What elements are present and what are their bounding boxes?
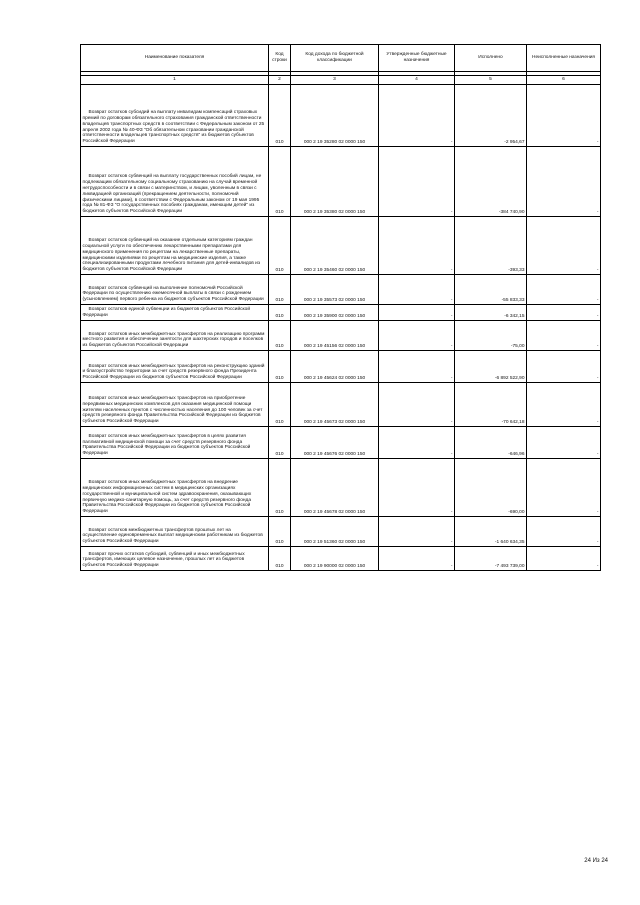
row-name: Возврат остатков иных межбюджетных трансфертов на внедрение медицинских информационных систем в медицинских организациях государственной и муниципальной систем здравоохранения, оказывающих первичную медико-санитарную помощь, за счет средств резервного фонда Правительства Российской Федерации из бюджетов субъектов Российской Федерации bbox=[81, 459, 269, 517]
column-number: 5 bbox=[455, 76, 527, 85]
header-approved: Утвержденные бюджетные назначения bbox=[379, 45, 455, 72]
row-name: Возврат остатков субвенций на выплату государственных пособий лицам, не подлежащим обязательному социальному страхованию на случай временной нетрудоспособности и в связи с материнством, и лицам, уволенным в связи с ликвидацией организаций (прекращением деятельности, полномочий физическими лицами), в соответствии с Федеральным законом от 19 мая 1995 года № 81-ФЗ "О государственных пособиях гражданам, имеющим детей" из бюджетов субъектов Российской Федерации bbox=[81, 147, 269, 217]
table-row bbox=[81, 427, 601, 459]
row-line-code: 010 bbox=[269, 275, 291, 305]
row-executed: -55 833,33 bbox=[455, 275, 527, 305]
row-line-code: 010 bbox=[269, 85, 291, 147]
row-executed: -75,00 bbox=[455, 321, 527, 351]
row-approved: - bbox=[379, 427, 455, 459]
row-income-code: 000 2 19 35573 02 0000 150 bbox=[291, 275, 379, 305]
row-approved: - bbox=[379, 351, 455, 383]
table-row bbox=[81, 147, 601, 217]
page-number: 24 Из 24 bbox=[584, 858, 608, 864]
table-row bbox=[81, 547, 601, 571]
row-income-code: 000 2 19 45156 02 0000 150 bbox=[291, 321, 379, 351]
row-income-code: 000 2 19 35380 02 0000 150 bbox=[291, 147, 379, 217]
row-executed: -2 954,67 bbox=[455, 85, 527, 147]
row-income-code: 000 2 19 35280 02 0000 150 bbox=[291, 85, 379, 147]
header-executed: Исполнено bbox=[455, 45, 527, 72]
row-name: Возврат остатков субвенций на оказание отдельным категориям граждан социальной услуги по обеспечению лекарственными препаратами для медицинского применения по рецептам на лекарственные препараты, медицинскими изделиями по рецептам на медицинские изделия, а также специализированными продуктами лечебного питания для детей-инвалидов из бюджетов субъектов Российской Федерации bbox=[81, 217, 269, 275]
row-income-code: 000 2 19 45673 02 0000 150 bbox=[291, 383, 379, 427]
row-line-code: 010 bbox=[269, 351, 291, 383]
header-line-code: Код строки bbox=[269, 45, 291, 72]
row-approved: - bbox=[379, 547, 455, 571]
row-name: Возврат остатков субсидий на выплату инвалидам компенсаций страховых премий по договорам обязательного страхования гражданской ответственности владельцев транспортных средств в соответствии с Федеральным законом от 25 апреля 2002 года № 40-ФЗ "Об обязательном страховании гражданской ответственности владельцев транспортных средств" из бюджетов субъектов Российской Федерации bbox=[81, 85, 269, 147]
row-name: Возврат остатков иных межбюджетных трансфертов на реализацию программ местного развития и обеспечение занятости для шахтерских городов и поселков из бюджетов субъектов Российской Федерации bbox=[81, 321, 269, 351]
row-executed: -70 642,18 bbox=[455, 383, 527, 427]
row-name: Возврат прочих остатков субсидий, субвенций и иных межбюджетных трансфертов, имеющих целевое назначение, прошлых лет из бюджетов субъектов Российской Федерации bbox=[81, 547, 269, 571]
table-row bbox=[81, 459, 601, 517]
header-name: Наименование показателя bbox=[81, 45, 269, 72]
table-row bbox=[81, 275, 601, 305]
table-row bbox=[81, 85, 601, 147]
header-income-code: Код дохода по бюджетной классификации bbox=[291, 45, 379, 72]
row-approved: - bbox=[379, 85, 455, 147]
header-unexecuted: Неисполненные назначения bbox=[527, 45, 601, 72]
row-executed: -690,00 bbox=[455, 459, 527, 517]
row-executed: -7 493 739,00 bbox=[455, 547, 527, 571]
table-row bbox=[81, 383, 601, 427]
row-name: Возврат остатков иных межбюджетных трансфертов на реконструкцию зданий и благоустройство территории за счет средств резервного фонда Президента Российской Федерации из бюджетов субъектов Российской Федерации bbox=[81, 351, 269, 383]
row-unexecuted: - bbox=[527, 85, 601, 147]
row-approved: - bbox=[379, 147, 455, 217]
row-name: Возврат остатков единой субвенции из бюджетов субъектов Российской Федерации bbox=[81, 305, 269, 321]
column-number: 2 bbox=[269, 76, 291, 85]
row-line-code: 010 bbox=[269, 217, 291, 275]
row-income-code: 000 2 19 35900 02 0000 150 bbox=[291, 305, 379, 321]
column-number: 1 bbox=[81, 76, 269, 85]
row-name: Возврат остатков иных межбюджетных трансфертов на приобретение передвижных медицинских комплексов для оказания медицинской помощи жителям населенных пунктов с численностью населения до 100 человек за счет средств резервного фонда Правительства Российской Федерации из бюджетов субъектов Российской Федерации bbox=[81, 383, 269, 427]
row-unexecuted: - bbox=[527, 321, 601, 351]
row-line-code: 010 bbox=[269, 547, 291, 571]
row-unexecuted: - bbox=[527, 547, 601, 571]
row-income-code: 000 2 19 90000 02 0000 150 bbox=[291, 547, 379, 571]
row-approved: - bbox=[379, 321, 455, 351]
row-income-code: 000 2 19 35460 02 0000 150 bbox=[291, 217, 379, 275]
row-income-code: 000 2 19 45678 02 0000 150 bbox=[291, 459, 379, 517]
row-unexecuted: - bbox=[527, 217, 601, 275]
row-income-code: 000 2 19 51360 02 0000 150 bbox=[291, 517, 379, 547]
row-line-code: 010 bbox=[269, 459, 291, 517]
row-income-code: 000 2 19 45676 02 0000 150 bbox=[291, 427, 379, 459]
row-approved: - bbox=[379, 275, 455, 305]
row-unexecuted: - bbox=[527, 275, 601, 305]
row-approved: - bbox=[379, 517, 455, 547]
row-unexecuted: - bbox=[527, 351, 601, 383]
column-number: 4 bbox=[379, 76, 455, 85]
column-number: 3 bbox=[291, 76, 379, 85]
row-unexecuted: - bbox=[527, 427, 601, 459]
table-row bbox=[81, 305, 601, 321]
row-executed: -384 740,90 bbox=[455, 147, 527, 217]
report-table bbox=[80, 44, 601, 571]
table-row bbox=[81, 351, 601, 383]
row-executed: -1 640 634,35 bbox=[455, 517, 527, 547]
row-income-code: 000 2 19 45624 02 0000 150 bbox=[291, 351, 379, 383]
row-unexecuted: - bbox=[527, 459, 601, 517]
row-executed: -6 342,15 bbox=[455, 305, 527, 321]
row-approved: - bbox=[379, 459, 455, 517]
row-line-code: 010 bbox=[269, 305, 291, 321]
row-line-code: 010 bbox=[269, 321, 291, 351]
row-name: Возврат остатков субвенций на выполнение полномочий Российской Федерации по осуществлению ежемесячной выплаты в связи с рождением (усыновлением) первого ребенка из бюджетов субъектов Российской Федерации bbox=[81, 275, 269, 305]
row-executed: -646,96 bbox=[455, 427, 527, 459]
header-row bbox=[81, 45, 601, 72]
row-name: Возврат остатков иных межбюджетных трансфертов в целях развития паллиативной медицинской помощи за счет средств резервного фонда Правительства Российской Федерации из бюджетов субъектов Российской Федерации bbox=[81, 427, 269, 459]
row-unexecuted: - bbox=[527, 147, 601, 217]
row-line-code: 010 bbox=[269, 383, 291, 427]
column-number: 6 bbox=[527, 76, 601, 85]
column-number-row bbox=[81, 76, 601, 85]
row-name: Возврат остатков межбюджетных трансфертов прошлых лет на осуществление единовременных выплат медицинским работникам из бюджетов субъектов Российской Федерации bbox=[81, 517, 269, 547]
row-executed: -393,33 bbox=[455, 217, 527, 275]
row-line-code: 010 bbox=[269, 147, 291, 217]
row-executed: -6 892 522,90 bbox=[455, 351, 527, 383]
row-line-code: 010 bbox=[269, 517, 291, 547]
row-unexecuted: - bbox=[527, 305, 601, 321]
table-row bbox=[81, 321, 601, 351]
table-row bbox=[81, 217, 601, 275]
row-line-code: 010 bbox=[269, 427, 291, 459]
row-approved: - bbox=[379, 217, 455, 275]
row-unexecuted: - bbox=[527, 383, 601, 427]
row-approved: - bbox=[379, 383, 455, 427]
row-approved: - bbox=[379, 305, 455, 321]
table-row bbox=[81, 517, 601, 547]
row-unexecuted: - bbox=[527, 517, 601, 547]
